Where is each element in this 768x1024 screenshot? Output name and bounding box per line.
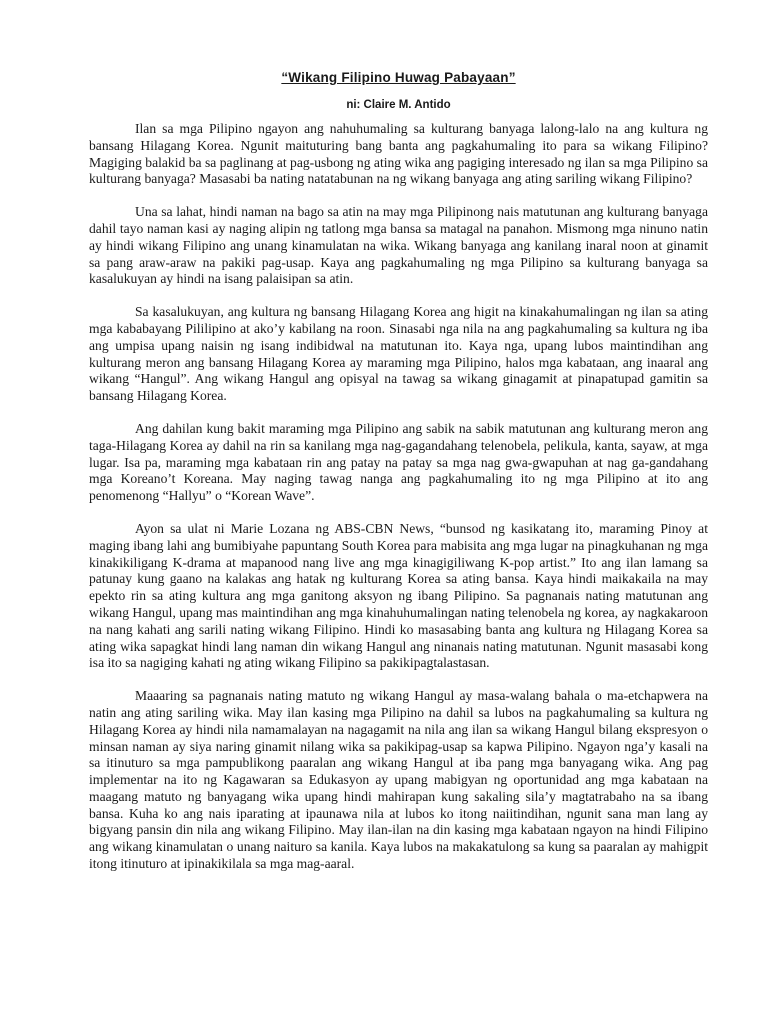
document-title: “Wikang Filipino Huwag Pabayaan” xyxy=(281,70,516,85)
paragraph-2: Una sa lahat, hindi naman na bago sa atin na may mga Pilipinong nais matutunan ang kulturang banyaga dahil tayo naman kasi ay naging alipin ng tatlong mga bansa sa matagal na panahon. Mismong mga ninuno natin ay hindi wikang Filipino ang unang kinamulatan na wika. Wikang banyaga ang kanilang inaral noon at ginamit sa pang araw-araw na pakiki pag-usap. Kaya ang pagkahumaling ng mga Pilipino sa kulturang banyaga sa kasalukuyan ay hindi na isang palaisipan sa atin. xyxy=(89,204,708,287)
paragraph-6: Maaaring sa pagnanais nating matuto ng wikang Hangul ay masa-walang bahala o ma-etchapwera na natin ang ating sariling wika. May ilan kasing mga Pilipino na dahil sa lubos na pagkahumaling sa kultura ng Hilagang Korea ay hindi nila namamalayan na nagagamit na nila ang ilan sa wikang Hangul bilang ekspresyon o minsan naman ay siya naring ginamit nilang wika sa pakikipag-usap sa kapwa Pilipino. Ngayon nga’y kasali na sa itinuturo sa mga pampublikong paaralan ang wikang Hangul at iba pang mga banyagang wika. Ang pag implementar na ito ng Kagawaran sa Edukasyon ay upang mabigyan ng oportunidad ang mga kabataan na maagang matuto ng banyagang wika upang hindi mahirapan kung sakaling sila’y magtatrabaho na sa ibang bansa. Kuha ko ang nais iparating at ipaunawa nila at lubos ko itong naiitindihan, ngunit sana man lang ay bigyang pansin din nila ang wikang Filipino. May ilan-ilan na din kasing mga kabataan ngayon na hindi Filipino ang wikang kinamulatan o unang naituro sa kanila. Kaya lubos na makakatulong sa kung sa paaralan ay mahigpit itong itinuturo at ipinakikilala sa mga mag-aaral. xyxy=(89,688,708,872)
paragraph-4: Ang dahilan kung bakit maraming mga Pilipino ang sabik na sabik matutunan ang kulturang meron ang taga-Hilagang Korea ay dahil na rin sa kanilang mga nag-gagandahang telenobela, pelikula, kanta, sayaw, at mga lugar. Isa pa, maraming mga kabataan rin ang patay na patay sa mga nag gwa-gwapuhan at nag ga-gandahang mga Koreano’t Koreana. May naging tawag nanga ang pagkahumaling ito ng mga Pilipino at ito ang penomenong “Hallyu” o “Korean Wave”. xyxy=(89,420,708,504)
document-body xyxy=(89,121,708,873)
document-page xyxy=(89,60,708,889)
paragraph-3: Sa kasalukuyan, ang kultura ng bansang Hilagang Korea ang higit na kinakahumalingan ng ilan sa ating mga kababayang Pililipino at ako’y kabilang na roon. Sinasabi nga nila na ang pagkahumaling sa kultura ng iba ang umpisa upang naisin ng isang indibidwal na matutunan ito. Kaya nga, upang lubos maintindihan ang kulturang meron ang bansang Hilagang Korea ay maraming mga Pilipino, halos mga kabataan, ang inaaral ang wikang “Hangul”. Ang wikang Hangul ang opisyal na tawag sa wikang ginagamit at pinapatupad gamitin sa bansang Hilagang Korea. xyxy=(89,304,708,404)
paragraph-5: Ayon sa ulat ni Marie Lozana ng ABS-CBN News, “bunsod ng kasikatang ito, maraming Pinoy at maging ibang lahi ang bumibiyahe papuntang South Korea para mabisita ang mga lugar na pinagkuhanan ng mga kinakikiligang K-drama at mapanood nang live ang mga kinagigiliwang K-pop artist.” Ito ang ilan lamang sa patunay kung gaano na kalakas ang hatak ng kulturang Korea sa ating bansa. Kaya hindi maikakaila na may epekto rin sa ating kultura ang mga ganitong aksyon ng ibang Pilipino. Sa pagnanais nating matutunan ang wikang Hangul, upang mas maintindihan ang mga kinahuhumalingan nating telenobela ng korea, ay nagkakaroon na nang kahati ang sarili nating wikang Filipino. Hindi ko masasabing banta ang kultura ng Hilagang Korea sa ating wika sapagkat hindi lang naman din wikang Hangul ang ninanais nating matutunan. Ngunit masasabi kong isa ito sa nagiging kahati ng ating wikang Filipino sa pakikipagtalastasan. xyxy=(89,520,708,671)
paragraph-1: Ilan sa mga Pilipino ngayon ang nahuhumaling sa kulturang banyaga lalong-lalo na ang kultura ng bansang Hilagang Korea. Ngunit maituturing bang banta ang pagkahumaling ito para sa wikang Filipino? Magiging balakid ba sa paglinang at pag-usbong ng ating wika ang pagiging interesado ng ilan sa mga Pilipino sa kulturang banyaga? Masasabi ba nating natatabunan na ng wikang banyaga ang ating sariling wikang Filipino? xyxy=(89,121,708,187)
document-author: ni: Claire M. Antido xyxy=(346,99,451,111)
